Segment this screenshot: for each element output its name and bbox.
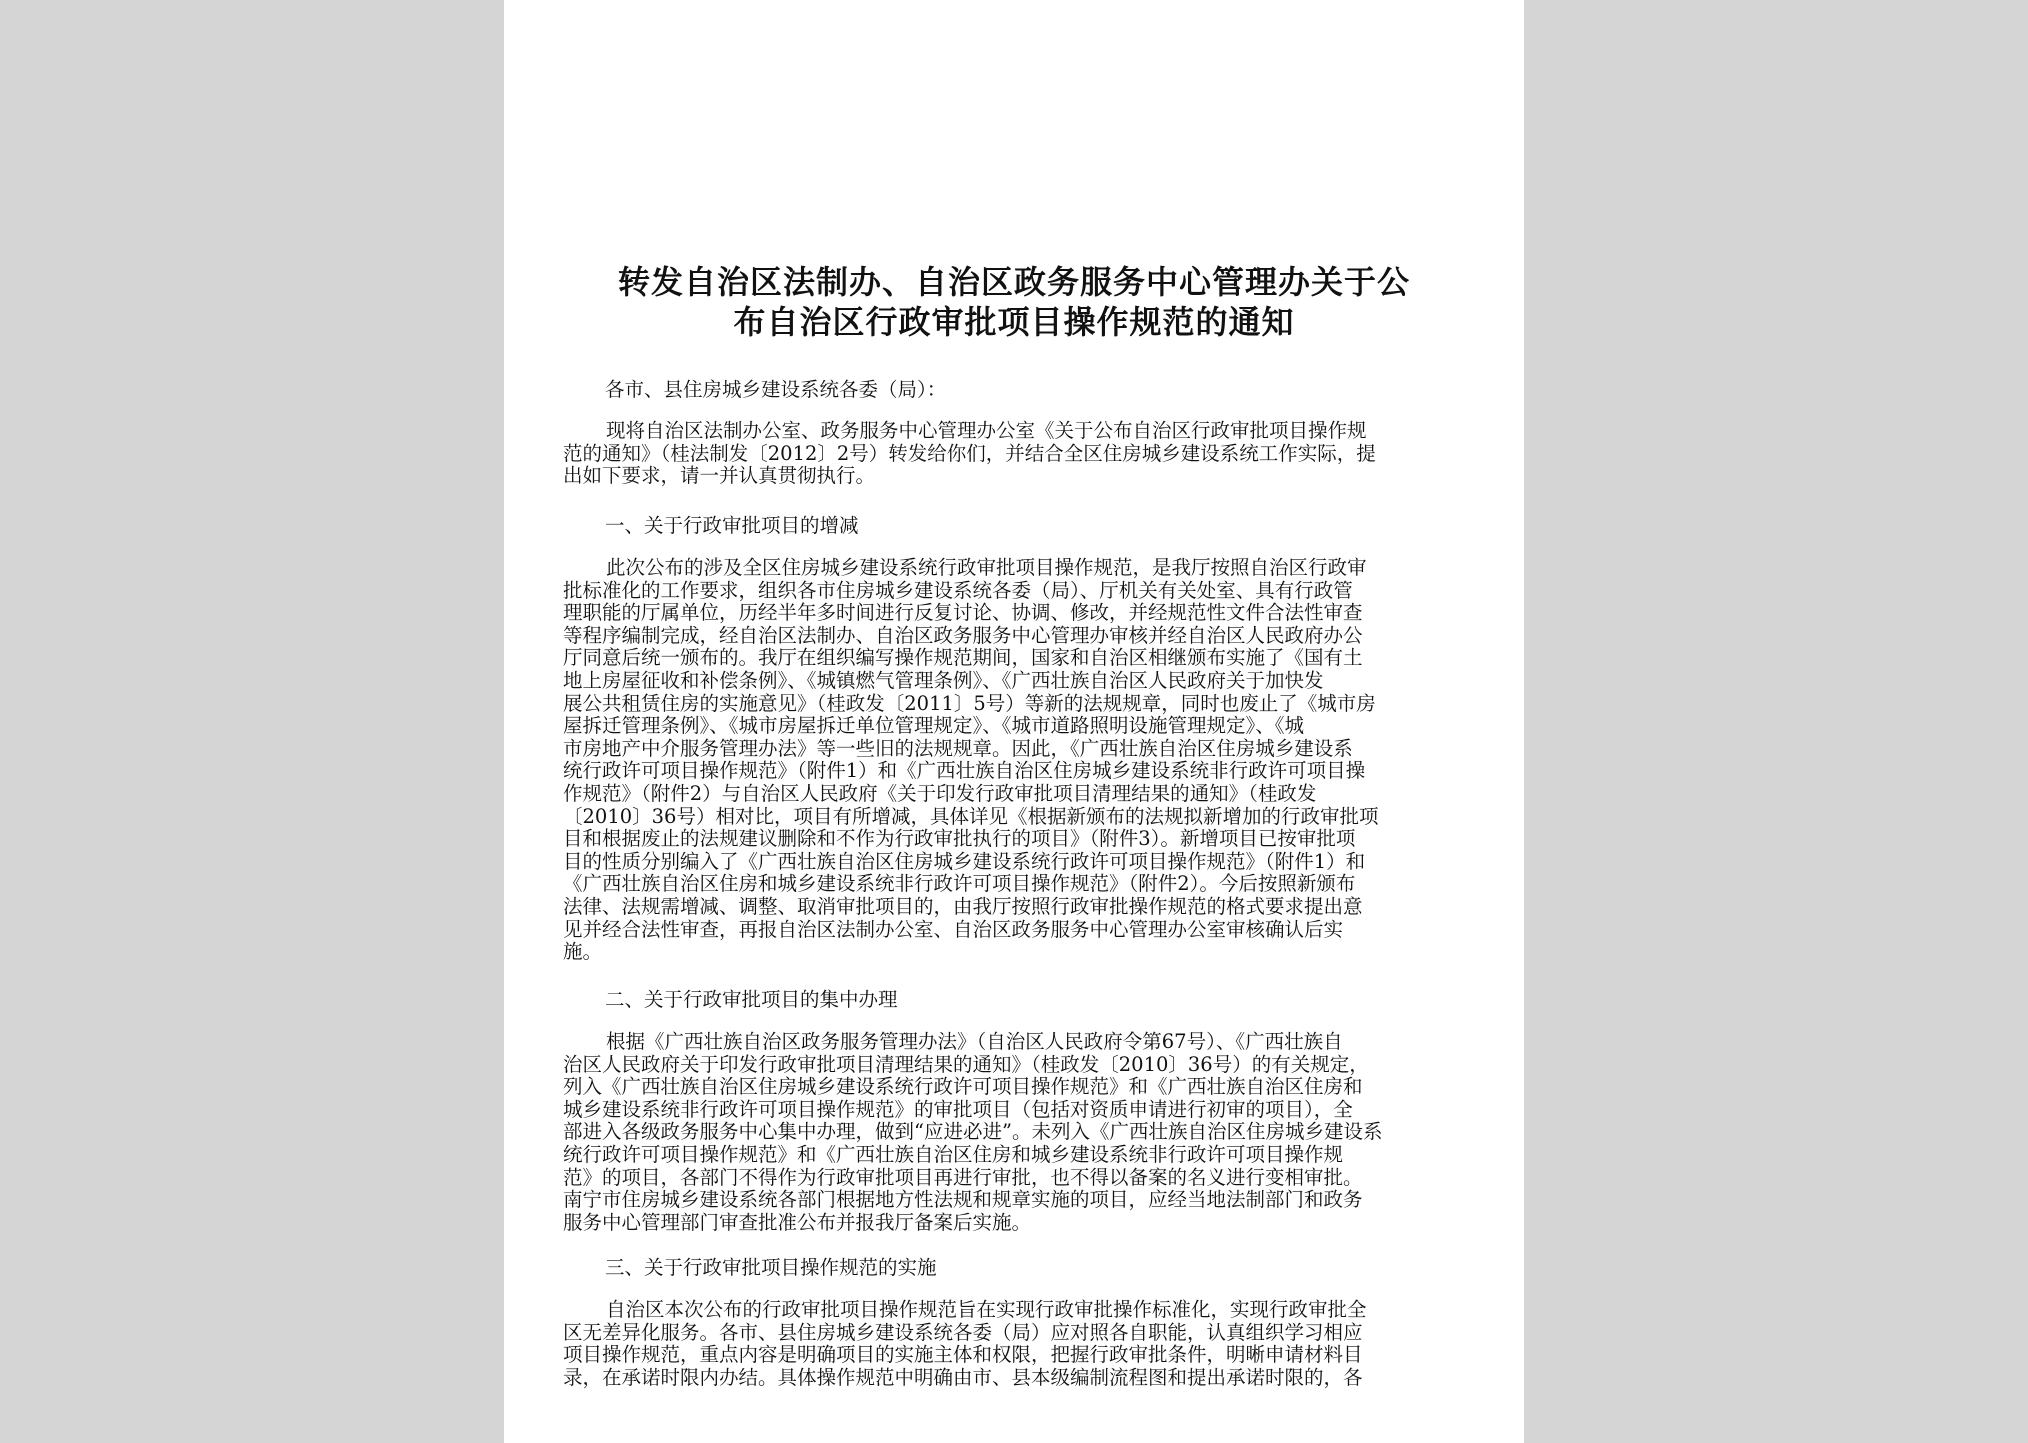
text-line: 城乡建设系统非行政许可项目操作规范》的审批项目（包括对资质申请进行初审的项目），全 <box>563 1097 1353 1121</box>
text-line: 根据《广西壮族自治区政务服务管理办法》（自治区人民政府令第67号）、《广西壮族自 <box>606 1030 1343 1053</box>
title-line: 布自治区行政审批项目操作规范的通知 <box>733 303 1295 341</box>
text-line: 〔2010〕36号）相对比，项目有所增减，具体详见《根据新颁布的法规拟新增加的行政审批项 <box>563 804 1379 828</box>
text-line: 展公共租赁住房的实施意见》（桂政发〔2011〕5号）等新的法规规章，同时也废止了《城市房 <box>563 691 1376 715</box>
text-line: 列入《广西壮族自治区住房城乡建设系统行政许可项目操作规范》和《广西壮族自治区住房和 <box>563 1075 1363 1099</box>
section-3-paragraph <box>563 1299 1473 1389</box>
text-line: 自治区本次公布的行政审批项目操作规范旨在实现行政审批操作标准化，实现行政审批全 <box>606 1298 1367 1321</box>
text-line: 南宁市住房城乡建设系统各部门根据地方性法规和规章实施的项目，应经当地法制部门和政务 <box>563 1188 1363 1212</box>
text-line: 录，在承诺时限内办结。具体操作规范中明确由市、县本级编制流程图和提出承诺时限的，各 <box>563 1365 1363 1389</box>
text-line: 范的通知》（桂法制发〔2012〕2号）转发给你们，并结合全区住房城乡建设系统工作实际，提 <box>563 441 1376 465</box>
text-line: 作规范》（附件2）与自治区人民政府《关于印发行政审批项目清理结果的通知》（桂政发 <box>563 781 1317 805</box>
section-heading-3: 三、关于行政审批项目操作规范的实施 <box>605 1256 937 1279</box>
text-line: 理职能的厅属单位，历经半年多时间进行反复讨论、协调、修改，并经规范性文件合法性审查 <box>563 601 1363 625</box>
salutation: 各市、县住房城乡建设系统各委（局）： <box>605 378 947 401</box>
text-line: 部进入各级政务服务中心集中办理，做到“应进必进”。未列入《广西壮族自治区住房城乡建设系 <box>563 1120 1383 1144</box>
text-line: 目的性质分别编入了《广西壮族自治区住房城乡建设系统行政许可项目操作规范》（附件1）和 <box>563 849 1366 873</box>
text-line: 统行政许可项目操作规范》和《广西壮族自治区住房和城乡建设系统非行政许可项目操作规 <box>563 1142 1344 1166</box>
text-line: 项目操作规范，重点内容是明确项目的实施主体和权限，把握行政审批条件，明晰申请材料目 <box>563 1343 1363 1367</box>
text-line: 见并经合法性审查，再报自治区法制办公室、自治区政务服务中心管理办公室审核确认后实 <box>563 917 1344 941</box>
document-title <box>564 262 1464 342</box>
text-line: 范》的项目，各部门不得作为行政审批项目再进行审批，也不得以备案的名义进行变相审批。 <box>563 1165 1363 1189</box>
text-line: 出如下要求，请一并认真贯彻执行。 <box>563 464 876 488</box>
text-line: 批标准化的工作要求，组织各市住房城乡建设系统各委（局）、厅机关有关处室、具有行政管 <box>563 578 1353 602</box>
text-line: 目和根据废止的法规建议删除和不作为行政审批执行的项目》（附件3）。新增项目已按审批项 <box>563 827 1356 851</box>
text-line: 服务中心管理部门审查批准公布并报我厅备案后实施。 <box>563 1210 1032 1234</box>
text-line: 《广西壮族自治区住房和城乡建设系统非行政许可项目操作规范》（附件2）。今后按照新颁布 <box>563 872 1356 896</box>
text-line: 法律、法规需增减、调整、取消审批项目的，由我厅按照行政审批操作规范的格式要求提出意 <box>563 894 1363 918</box>
text-line: 等程序编制完成，经自治区法制办、自治区政务服务中心管理办审核并经自治区人民政府办公 <box>563 623 1363 647</box>
text-line: 区无差异化服务。各市、县住房城乡建设系统各委（局）应对照各自职能，认真组织学习相应 <box>563 1320 1363 1344</box>
text-line: 市房地产中介服务管理办法》等一些旧的法规规章。因此，《广西壮族自治区住房城乡建设系 <box>563 736 1353 760</box>
text-line: 屋拆迁管理条例》、《城市房屋拆迁单位管理规定》、《城市道路照明设施管理规定》、《城 <box>563 714 1305 738</box>
section-1-paragraph <box>563 557 1473 964</box>
text-line: 治区人民政府关于印发行政审批项目清理结果的通知》（桂政发〔2010〕36号）的有关规定， <box>563 1052 1369 1076</box>
section-heading-2: 二、关于行政审批项目的集中办理 <box>605 988 898 1011</box>
text-line: 厅同意后统一颁布的。我厅在组织编写操作规范期间，国家和自治区相继颁布实施了《国有土 <box>563 646 1363 670</box>
intro-paragraph <box>563 420 1473 488</box>
text-line: 现将自治区法制办公室、政务服务中心管理办公室《关于公布自治区行政审批项目操作规 <box>606 419 1367 442</box>
document-page <box>504 0 1524 1443</box>
section-2-paragraph <box>563 1031 1473 1234</box>
title-line: 转发自治区法制办、自治区政务服务中心管理办关于公 <box>617 263 1410 301</box>
text-line: 统行政许可项目操作规范》（附件1）和《广西壮族自治区住房城乡建设系统非行政许可项目操 <box>563 759 1366 783</box>
text-line: 施。 <box>563 940 603 964</box>
text-line: 地上房屋征收和补偿条例》、《城镇燃气管理条例》、《广西壮族自治区人民政府关于加快发 <box>563 668 1324 692</box>
section-heading-1: 一、关于行政审批项目的增减 <box>605 514 859 537</box>
text-line: 此次公布的涉及全区住房城乡建设系统行政审批项目操作规范，是我厅按照自治区行政审 <box>606 556 1367 579</box>
